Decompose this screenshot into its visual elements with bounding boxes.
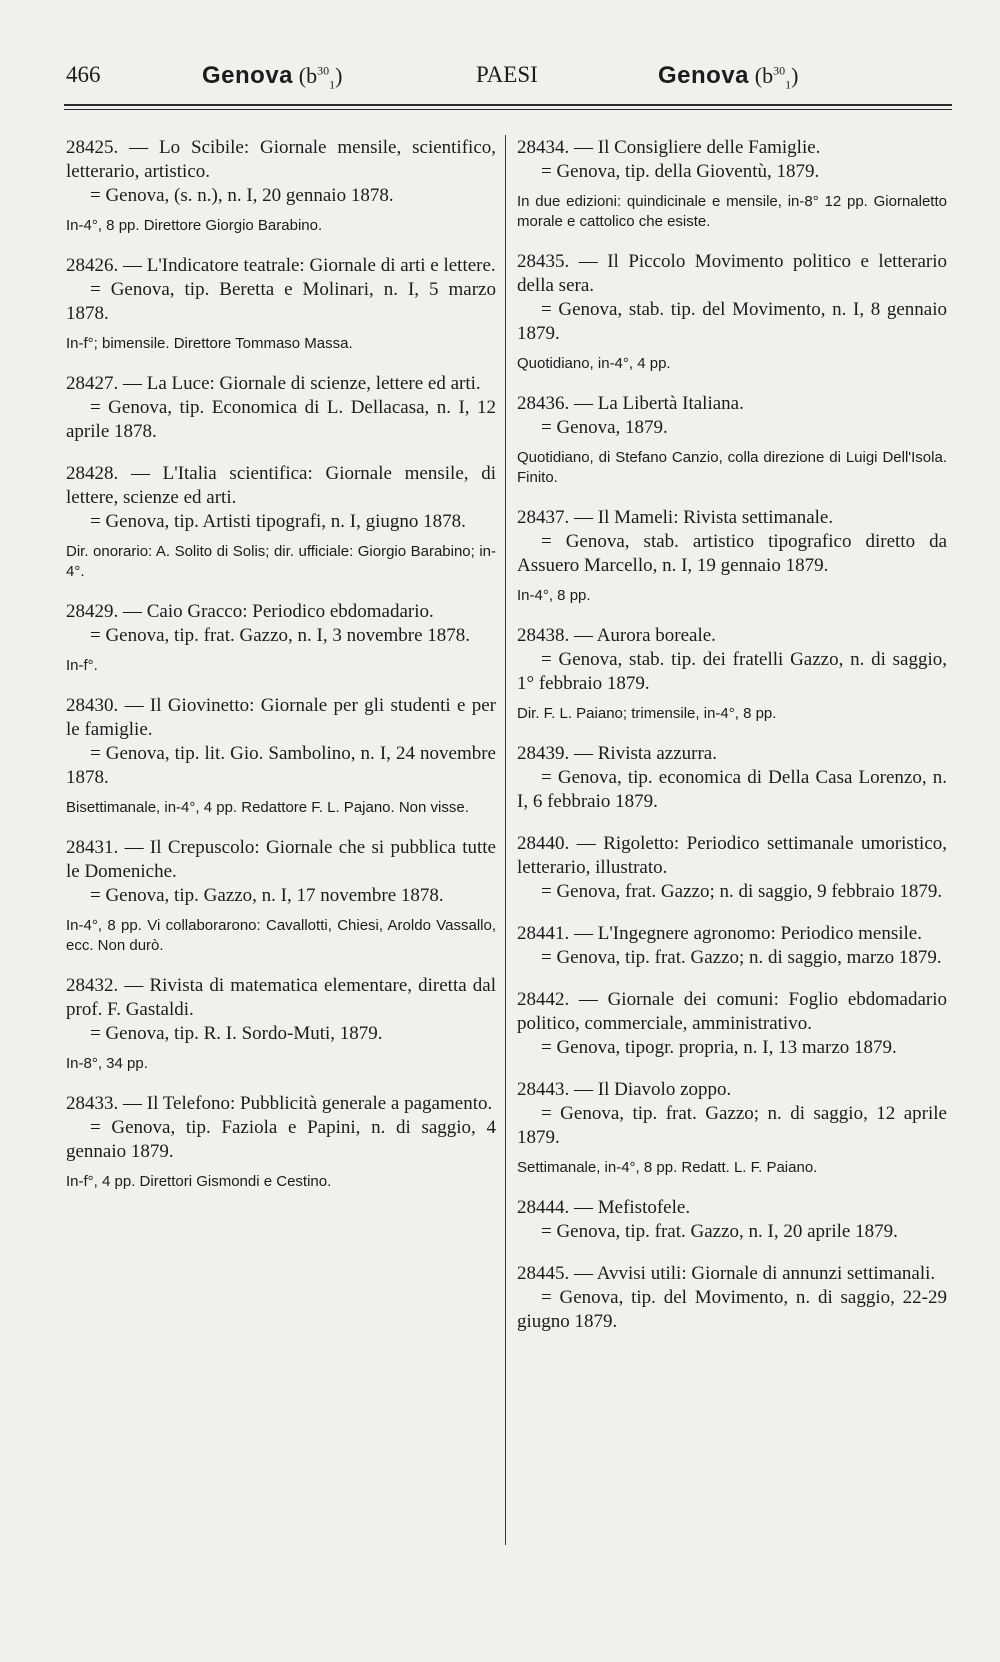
catalog-entry [66, 1092, 496, 1192]
entry-imprint: = Genova, tip. Gazzo, n. I, 17 novembre 1878. [90, 885, 444, 906]
entry-title: 28425. — Lo Scibile: Giornale mensile, scientifico, letterario, artistico. [66, 137, 496, 182]
left-suffix-sup: 30 [317, 63, 330, 78]
catalog-entry [517, 742, 947, 814]
catalog-entry [66, 600, 496, 676]
left-suffix-open: (b [298, 63, 318, 88]
entry-title: 28445. — Avvisi utili: Giornale di annunzi settimanali. [517, 1263, 936, 1284]
entry-note: Quotidiano, in-4°, 4 pp. [517, 355, 671, 372]
entry-note: Dir. onorario: A. Solito di Solis; dir. ufficiale: Giorgio Barabino; in-4°. [66, 543, 496, 580]
entry-title: 28438. — Aurora boreale. [517, 625, 716, 646]
header-rule [64, 104, 952, 106]
catalog-entry [66, 974, 496, 1074]
left-column [66, 136, 496, 1210]
entry-note: Settimanale, in-4°, 8 pp. Redatt. L. F. Paiano. [517, 1159, 818, 1176]
catalog-entry [517, 922, 947, 970]
left-title-suffix [298, 63, 343, 92]
entry-imprint: = Genova, tip. frat. Gazzo; n. di saggio, 12 aprile 1879. [517, 1103, 947, 1148]
right-title-suffix [754, 63, 799, 92]
entry-title: 28441. — L'Ingegnere agronomo: Periodico mensile. [517, 923, 922, 944]
column-divider [505, 135, 506, 1545]
entry-title: 28429. — Caio Gracco: Periodico ebdomadario. [66, 601, 434, 622]
catalog-entry [66, 694, 496, 818]
entry-imprint: = Genova, tip. della Gioventù, 1879. [541, 161, 820, 182]
entry-note: Quotidiano, di Stefano Canzio, colla direzione di Luigi Dell'Isola. Finito. [517, 449, 947, 486]
running-header [66, 62, 950, 102]
right-title-text: Genova [658, 62, 750, 89]
entry-imprint: = Genova, stab. tip. del Movimento, n. I, 8 gennaio 1879. [517, 299, 947, 344]
entry-title: 28431. — Il Crepuscolo: Giornale che si pubblica tutte le Domeniche. [66, 837, 496, 882]
catalog-entry [517, 392, 947, 488]
entry-note: Bisettimanale, in-4°, 4 pp. Redattore F. L. Pajano. Non visse. [66, 799, 469, 816]
entry-title: 28432. — Rivista di matematica elementare, diretta dal prof. F. Gastaldi. [66, 975, 496, 1020]
entry-imprint: = Genova, tip. Beretta e Molinari, n. I, 5 marzo 1878. [66, 279, 496, 324]
entry-imprint: = Genova, 1879. [541, 417, 668, 438]
catalog-entry [517, 506, 947, 606]
entry-imprint: = Genova, stab. artistico tipografico diretto da Assuero Marcello, n. I, 19 gennaio 1879. [517, 531, 947, 576]
right-suffix-open: (b [754, 63, 774, 88]
right-column [517, 136, 947, 1352]
entry-title: 28442. — Giornale dei comuni: Foglio ebdomadario politico, commerciale, amministrativo. [517, 989, 947, 1034]
entry-title: 28427. — La Luce: Giornale di scienze, lettere ed arti. [66, 373, 481, 394]
catalog-entry [517, 136, 947, 232]
catalog-entry [517, 1078, 947, 1178]
entry-title: 28433. — Il Telefono: Pubblicità generale a pagamento. [66, 1093, 493, 1114]
entry-note: In-4°, 8 pp. Direttore Giorgio Barabino. [66, 217, 323, 234]
left-running-title [202, 62, 342, 92]
entry-imprint: = Genova, tip. frat. Gazzo, n. I, 20 aprile 1879. [541, 1221, 898, 1242]
header-rule-thin [64, 109, 952, 110]
entry-imprint: = Genova, tip. frat. Gazzo, n. I, 3 novembre 1878. [90, 625, 471, 646]
entry-title: 28434. — Il Consigliere delle Famiglie. [517, 137, 821, 158]
entry-imprint: = Genova, tip. R. I. Sordo-Muti, 1879. [90, 1023, 383, 1044]
right-suffix-sup: 30 [773, 63, 786, 78]
center-running-title: PAESI [476, 62, 538, 87]
entry-title: 28426. — L'Indicatore teatrale: Giornale di arti e lettere. [66, 255, 496, 276]
entry-note: In-4°, 8 pp. Vi collaborarono: Cavallotti, Chiesi, Aroldo Vassallo, ecc. Non durò. [66, 917, 496, 954]
catalog-entry [517, 250, 947, 374]
catalog-entry [517, 988, 947, 1060]
catalog-entry [517, 1196, 947, 1244]
entry-title: 28437. — Il Mameli: Rivista settimanale. [517, 507, 834, 528]
entry-title: 28430. — Il Giovinetto: Giornale per gli studenti e per le famiglie. [66, 695, 496, 740]
entry-imprint: = Genova, (s. n.), n. I, 20 gennaio 1878. [90, 185, 394, 206]
left-suffix-close: ) [335, 63, 343, 88]
entry-title: 28444. — Mefistofele. [517, 1197, 691, 1218]
entry-imprint: = Genova, tip. frat. Gazzo; n. di saggio, marzo 1879. [541, 947, 942, 968]
entry-note: In-4°, 8 pp. [517, 587, 591, 604]
entry-imprint: = Genova, tip. del Movimento, n. di saggio, 22-29 giugno 1879. [517, 1287, 947, 1332]
entry-note: In due edizioni: quindicinale e mensile, in-8° 12 pp. Giornaletto morale e cattolico che esiste. [517, 193, 947, 230]
entry-note: In-8°, 34 pp. [66, 1055, 148, 1072]
entry-imprint: = Genova, tip. Artisti tipografi, n. I, giugno 1878. [90, 511, 466, 532]
entry-note: In-f°; bimensile. Direttore Tommaso Massa. [66, 335, 353, 352]
entry-note: Dir. F. L. Paiano; trimensile, in-4°, 8 pp. [517, 705, 777, 722]
entry-imprint: = Genova, tip. lit. Gio. Sambolino, n. I, 24 novembre 1878. [66, 743, 496, 788]
left-suffix-sub: 1 [329, 77, 336, 92]
entry-title: 28443. — Il Diavolo zoppo. [517, 1079, 732, 1100]
entry-title: 28439. — Rivista azzurra. [517, 743, 717, 764]
entry-title: 28440. — Rigoletto: Periodico settimanale umoristico, letterario, illustrato. [517, 833, 947, 878]
entry-title: 28436. — La Libertà Italiana. [517, 393, 744, 414]
entry-note: In-f°, 4 pp. Direttori Gismondi e Cestino. [66, 1173, 332, 1190]
catalog-entry [66, 254, 496, 354]
catalog-entry [517, 624, 947, 724]
page-number: 466 [66, 62, 101, 87]
right-suffix-close: ) [791, 63, 799, 88]
right-running-title [658, 62, 798, 92]
entry-imprint: = Genova, tip. Faziola e Papini, n. di saggio, 4 gennaio 1879. [66, 1117, 496, 1162]
catalog-entry [517, 1262, 947, 1334]
catalog-entry [66, 372, 496, 444]
entry-title: 28428. — L'Italia scientifica: Giornale mensile, di lettere, scienze ed arti. [66, 463, 496, 508]
left-title-text: Genova [202, 62, 294, 89]
right-suffix-sub: 1 [785, 77, 792, 92]
entry-imprint: = Genova, tipogr. propria, n. I, 13 marzo 1879. [541, 1037, 897, 1058]
catalog-entry [66, 462, 496, 582]
catalog-entry [66, 136, 496, 236]
entry-note: In-f°. [66, 657, 98, 674]
entry-imprint: = Genova, tip. Economica di L. Dellacasa, n. I, 12 aprile 1878. [66, 397, 496, 442]
catalog-entry [66, 836, 496, 956]
entry-title: 28435. — Il Piccolo Movimento politico e letterario della sera. [517, 251, 947, 296]
catalog-entry [517, 832, 947, 904]
entry-imprint: = Genova, stab. tip. dei fratelli Gazzo, n. di saggio, 1° febbraio 1879. [517, 649, 947, 694]
entry-imprint: = Genova, frat. Gazzo; n. di saggio, 9 febbraio 1879. [541, 881, 943, 902]
entry-imprint: = Genova, tip. economica di Della Casa Lorenzo, n. I, 6 febbraio 1879. [517, 767, 947, 812]
